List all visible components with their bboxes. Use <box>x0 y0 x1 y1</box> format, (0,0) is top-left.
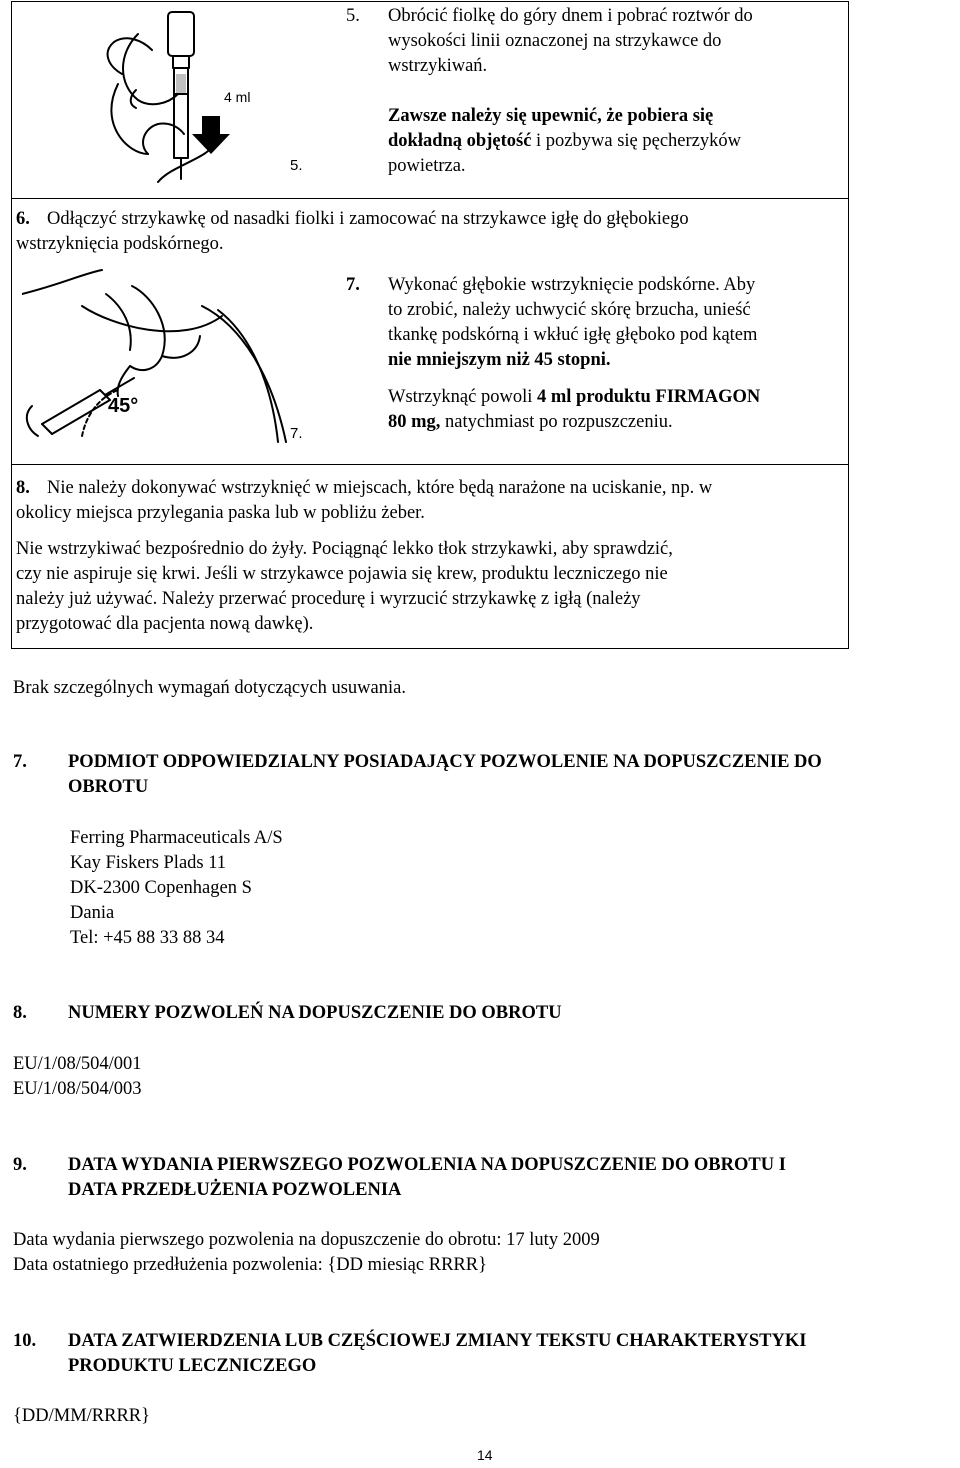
page-number: 14 <box>477 1447 493 1463</box>
renewal-date: Data ostatniego przedłużenia pozwolenia: {DD miesiąc RRRR} <box>13 1255 487 1275</box>
step-8-line: okolicy miejsca przylegania paska lub w pobliżu żeber. <box>16 503 425 523</box>
step-7-emphasis: nie mniejszym niż 45 stopni. <box>388 350 611 370</box>
section-number: 7. <box>13 752 27 772</box>
step-8-line: należy już używać. Należy przerwać procedurę i wyrzucić strzykawkę z igłą (należy <box>16 589 641 609</box>
address-line: Dania <box>70 903 115 923</box>
vial-syringe-illustration <box>18 4 314 184</box>
step-7-emphasis: 80 mg, <box>388 412 441 432</box>
step-number: 8. <box>16 478 30 498</box>
authorisation-number: EU/1/08/504/003 <box>13 1079 142 1099</box>
step-number: 5. <box>346 6 360 26</box>
step-6-line: wstrzyknięcia podskórnego. <box>16 234 224 254</box>
step-8-line: Nie należy dokonywać wstrzyknięć w miejscach, które będą narażone na uciskanie, np. w <box>47 478 713 498</box>
angle-label: 45° <box>108 395 139 417</box>
step-5-line: Obrócić fiolkę do góry dnem i pobrać roztwór do <box>388 6 753 26</box>
step-5-line: wstrzykiwań. <box>388 56 488 76</box>
section-title: OBROTU <box>68 777 149 797</box>
address-line: Kay Fiskers Plads 11 <box>70 853 227 873</box>
step-7-line: tkankę podskórną i wkłuć igłę głęboko pod kątem <box>388 325 758 345</box>
address-line: DK-2300 Copenhagen S <box>70 878 252 898</box>
step-7-text: natychmiast po rozpuszczeniu. <box>440 412 673 432</box>
authorisation-number: EU/1/08/504/001 <box>13 1054 142 1074</box>
step-5-line: powietrza. <box>388 156 466 176</box>
step-7-line <box>388 410 673 435</box>
step-7-line <box>388 385 760 410</box>
section-title: DATA ZATWIERDZENIA LUB CZĘŚCIOWEJ ZMIANY TEKSTU CHARAKTERYSTYKI <box>68 1331 807 1351</box>
step-5-warning-rest: i pozbywa się pęcherzyków <box>531 131 741 151</box>
section-title: PODMIOT ODPOWIEDZIALNY POSIADAJĄCY POZWOLENIE NA DOPUSZCZENIE DO <box>68 752 822 772</box>
step-number: 7. <box>346 275 360 295</box>
address-line: Tel: +45 88 33 88 34 <box>70 928 225 948</box>
divider <box>12 464 848 465</box>
figure-label: 7. <box>290 425 303 442</box>
section-number: 8. <box>13 1003 27 1023</box>
figure-label: 5. <box>290 157 303 174</box>
step-7-line: to zrobić, należy uchwycić skórę brzucha, unieść <box>388 300 751 320</box>
step-number: 6. <box>16 209 30 229</box>
step-7-text: Wstrzyknąć powoli <box>388 387 537 407</box>
section-number: 10. <box>13 1331 37 1351</box>
divider <box>12 198 848 199</box>
step-7-line: Wykonać głębokie wstrzyknięcie podskórne. Aby <box>388 275 756 295</box>
step-6-line: Odłączyć strzykawkę od nasadki fiolki i zamocować na strzykawce igłę do głębokiego <box>47 209 689 229</box>
section-number: 9. <box>13 1155 27 1175</box>
section-title: DATA PRZEDŁUŻENIA POZWOLENIA <box>68 1180 402 1200</box>
step-5-warning-bold: dokładną objętość <box>388 131 532 151</box>
section-title: NUMERY POZWOLEŃ NA DOPUSZCZENIE DO OBROTU <box>68 1003 562 1023</box>
section-title: PRODUKTU LECZNICZEGO <box>68 1356 317 1376</box>
revision-date: {DD/MM/RRRR} <box>13 1406 151 1426</box>
step-8-line: czy nie aspiruje się krwi. Jeśli w strzykawce pojawia się krew, produktu leczniczego nie <box>16 564 668 584</box>
volume-label: 4 ml <box>224 89 251 105</box>
section-title: DATA WYDANIA PIERWSZEGO POZWOLENIA NA DOPUSZCZENIE DO OBROTU I <box>68 1155 786 1175</box>
step-8-line: przygotować dla pacjenta nową dawkę). <box>16 614 314 634</box>
step-7-emphasis: 4 ml produktu FIRMAGON <box>537 387 761 407</box>
step-5-warning: Zawsze należy się upewnić, że pobiera się <box>388 106 714 126</box>
step-8-line: Nie wstrzykiwać bezpośrednio do żyły. Pociągnąć lekko tłok strzykawki, aby sprawdzić, <box>16 539 673 559</box>
disposal-note: Brak szczególnych wymagań dotyczących usuwania. <box>13 678 406 698</box>
authorisation-date: Data wydania pierwszego pozwolenia na dopuszczenie do obrotu: 17 luty 2009 <box>13 1230 600 1250</box>
address-line: Ferring Pharmaceuticals A/S <box>70 828 283 848</box>
step-5-line: wysokości linii oznaczonej na strzykawce do <box>388 31 722 51</box>
injection-illustration <box>22 266 312 446</box>
step-5-warning <box>388 129 741 154</box>
